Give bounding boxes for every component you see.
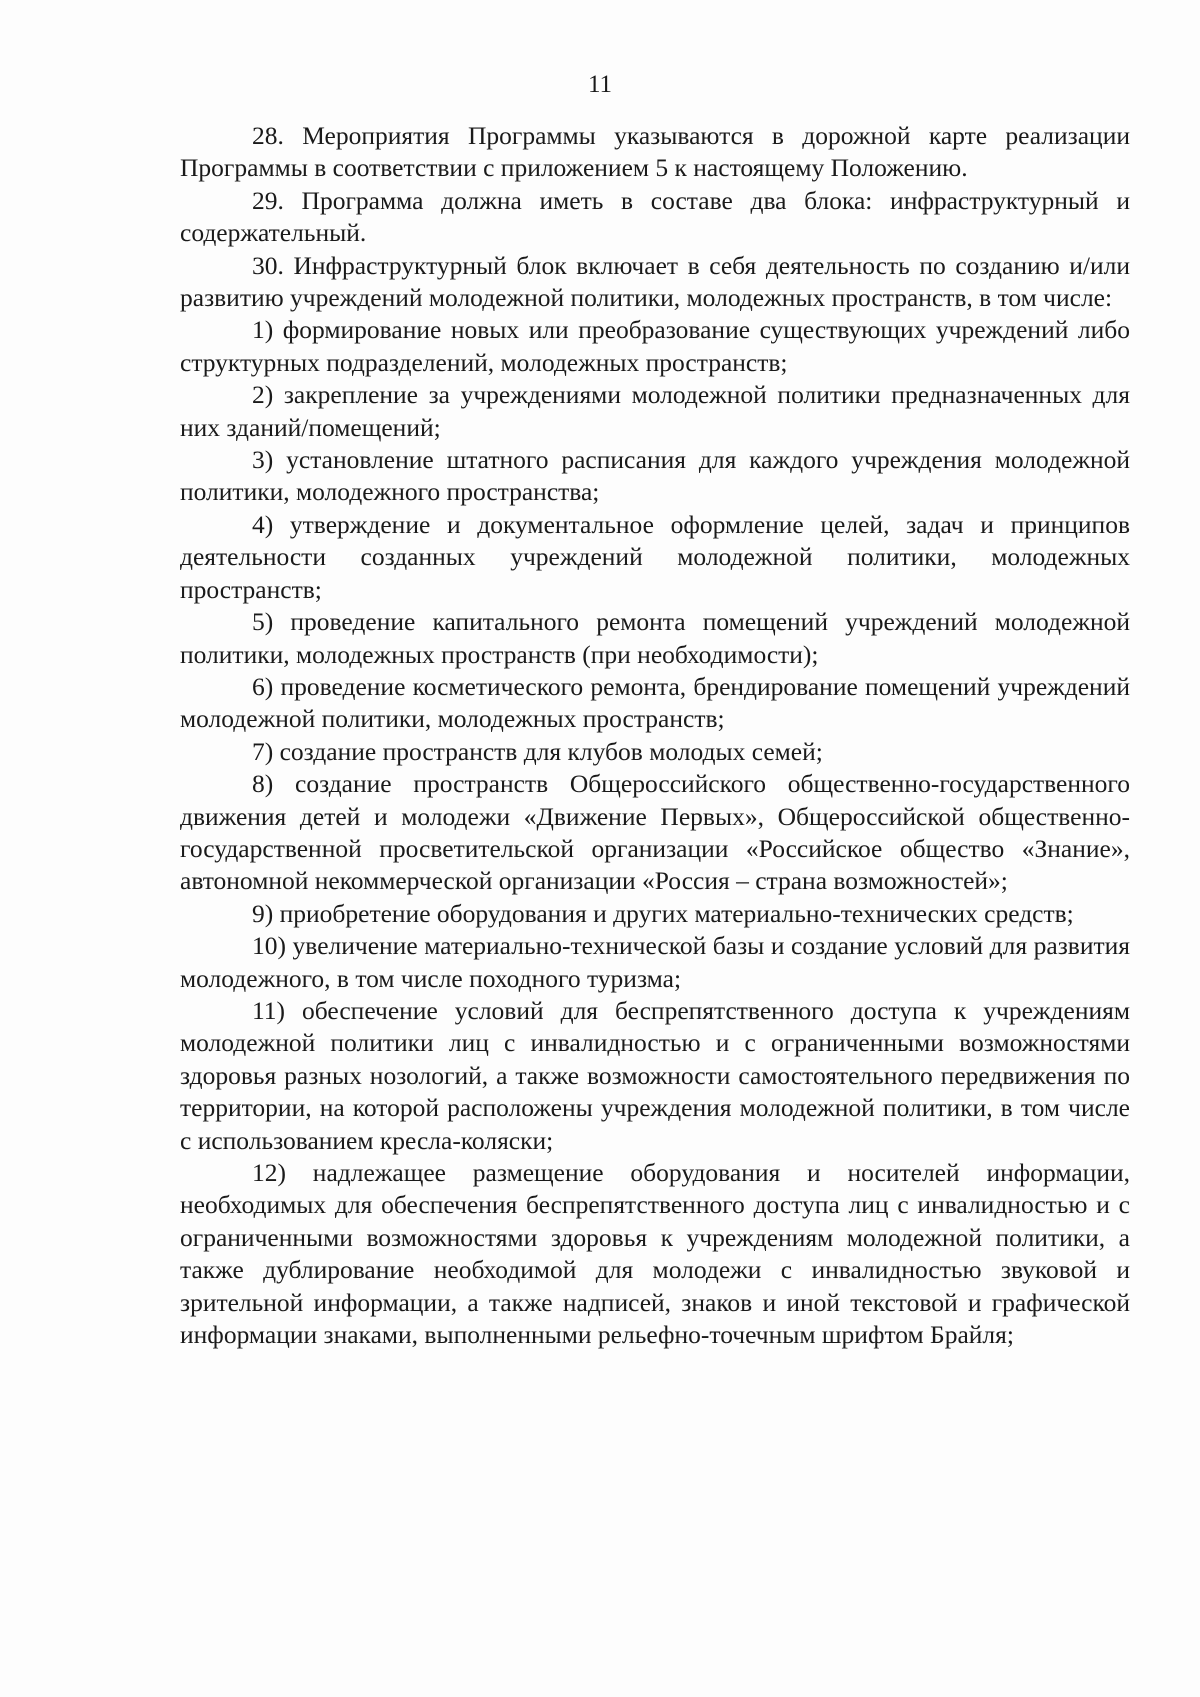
list-item-5: 5) проведение капитального ремонта помещений учреждений молодежной политики, молодежных пространств (при необходимости); [180, 607, 1130, 669]
list-item-1: 1) формирование новых или преобразование существующих учреждений либо структурных подразделений, молодежных пространств; [180, 315, 1130, 377]
list-item-6: 6) проведение косметического ремонта, брендирование помещений учреждений молодежной политики, молодежных пространств; [180, 671, 1130, 734]
list-item-10: 10) увеличение материально-технической базы и создание условий для развития молодежного, в том числе походного туризма; [180, 931, 1130, 993]
list-item-8: 8) создание пространств Общероссийского общественно-государственного движения детей и молодежи «Движение Первых», Общероссийской общественно-государственной просветительской организации «Российское общество «Знание», автономной некоммерческой организации «Россия – страна возможностей»; [180, 769, 1130, 896]
paragraph-29: 29. Программа должна иметь в составе два блока: инфраструктурный и содержательный. [180, 185, 1130, 248]
list-item-11: 11) обеспечение условий для беспрепятственного доступа к учреждениям молодежной политики лиц с инвалидностью и с ограниченными возможностями здоровья разных нозологий, а также возможности самостоятельного передвижения по территории, на которой расположены учреждения молодежной политики, в том числе с использованием кресла-коляски; [180, 995, 1130, 1155]
list-item-7: 7) создание пространств для клубов молодых семей; [252, 736, 823, 766]
list-item-3: 3) установление штатного расписания для каждого учреждения молодежной политики, молодежного пространства; [180, 445, 1130, 507]
paragraph-28: 28. Мероприятия Программы указываются в дорожной карте реализации Программы в соответствии с приложением 5 к настоящему Положению. [180, 121, 1130, 183]
list-item-4: 4) утверждение и документальное оформление целей, задач и принципов деятельности созданных учреждений молодежной политики, молодежных пространств; [180, 509, 1130, 604]
paragraph-30: 30. Инфраструктурный блок включает в себя деятельность по созданию и/или развитию учреждений молодежной политики, молодежных пространств, в том числе: [180, 250, 1130, 313]
list-item-2: 2) закрепление за учреждениями молодежной политики предназначенных для них зданий/помещений; [180, 380, 1130, 442]
page-number: 11 [587, 71, 613, 98]
document-body [180, 120, 1130, 1351]
list-item-12: 12) надлежащее размещение оборудования и носителей информации, необходимых для обеспечения беспрепятственного доступа лиц с инвалидностью и с ограниченными возможностями здоровья к учреждениям молодежной политики, а также дублирование необходимой для молодежи с инвалидностью звуковой и зрительной информации, а также надписей, знаков и иной текстовой и графической информации знаками, выполненными рельефно-точечным шрифтом Брайля; [180, 1158, 1130, 1350]
list-item-9: 9) приобретение оборудования и других материально-технических средств; [252, 898, 1074, 928]
